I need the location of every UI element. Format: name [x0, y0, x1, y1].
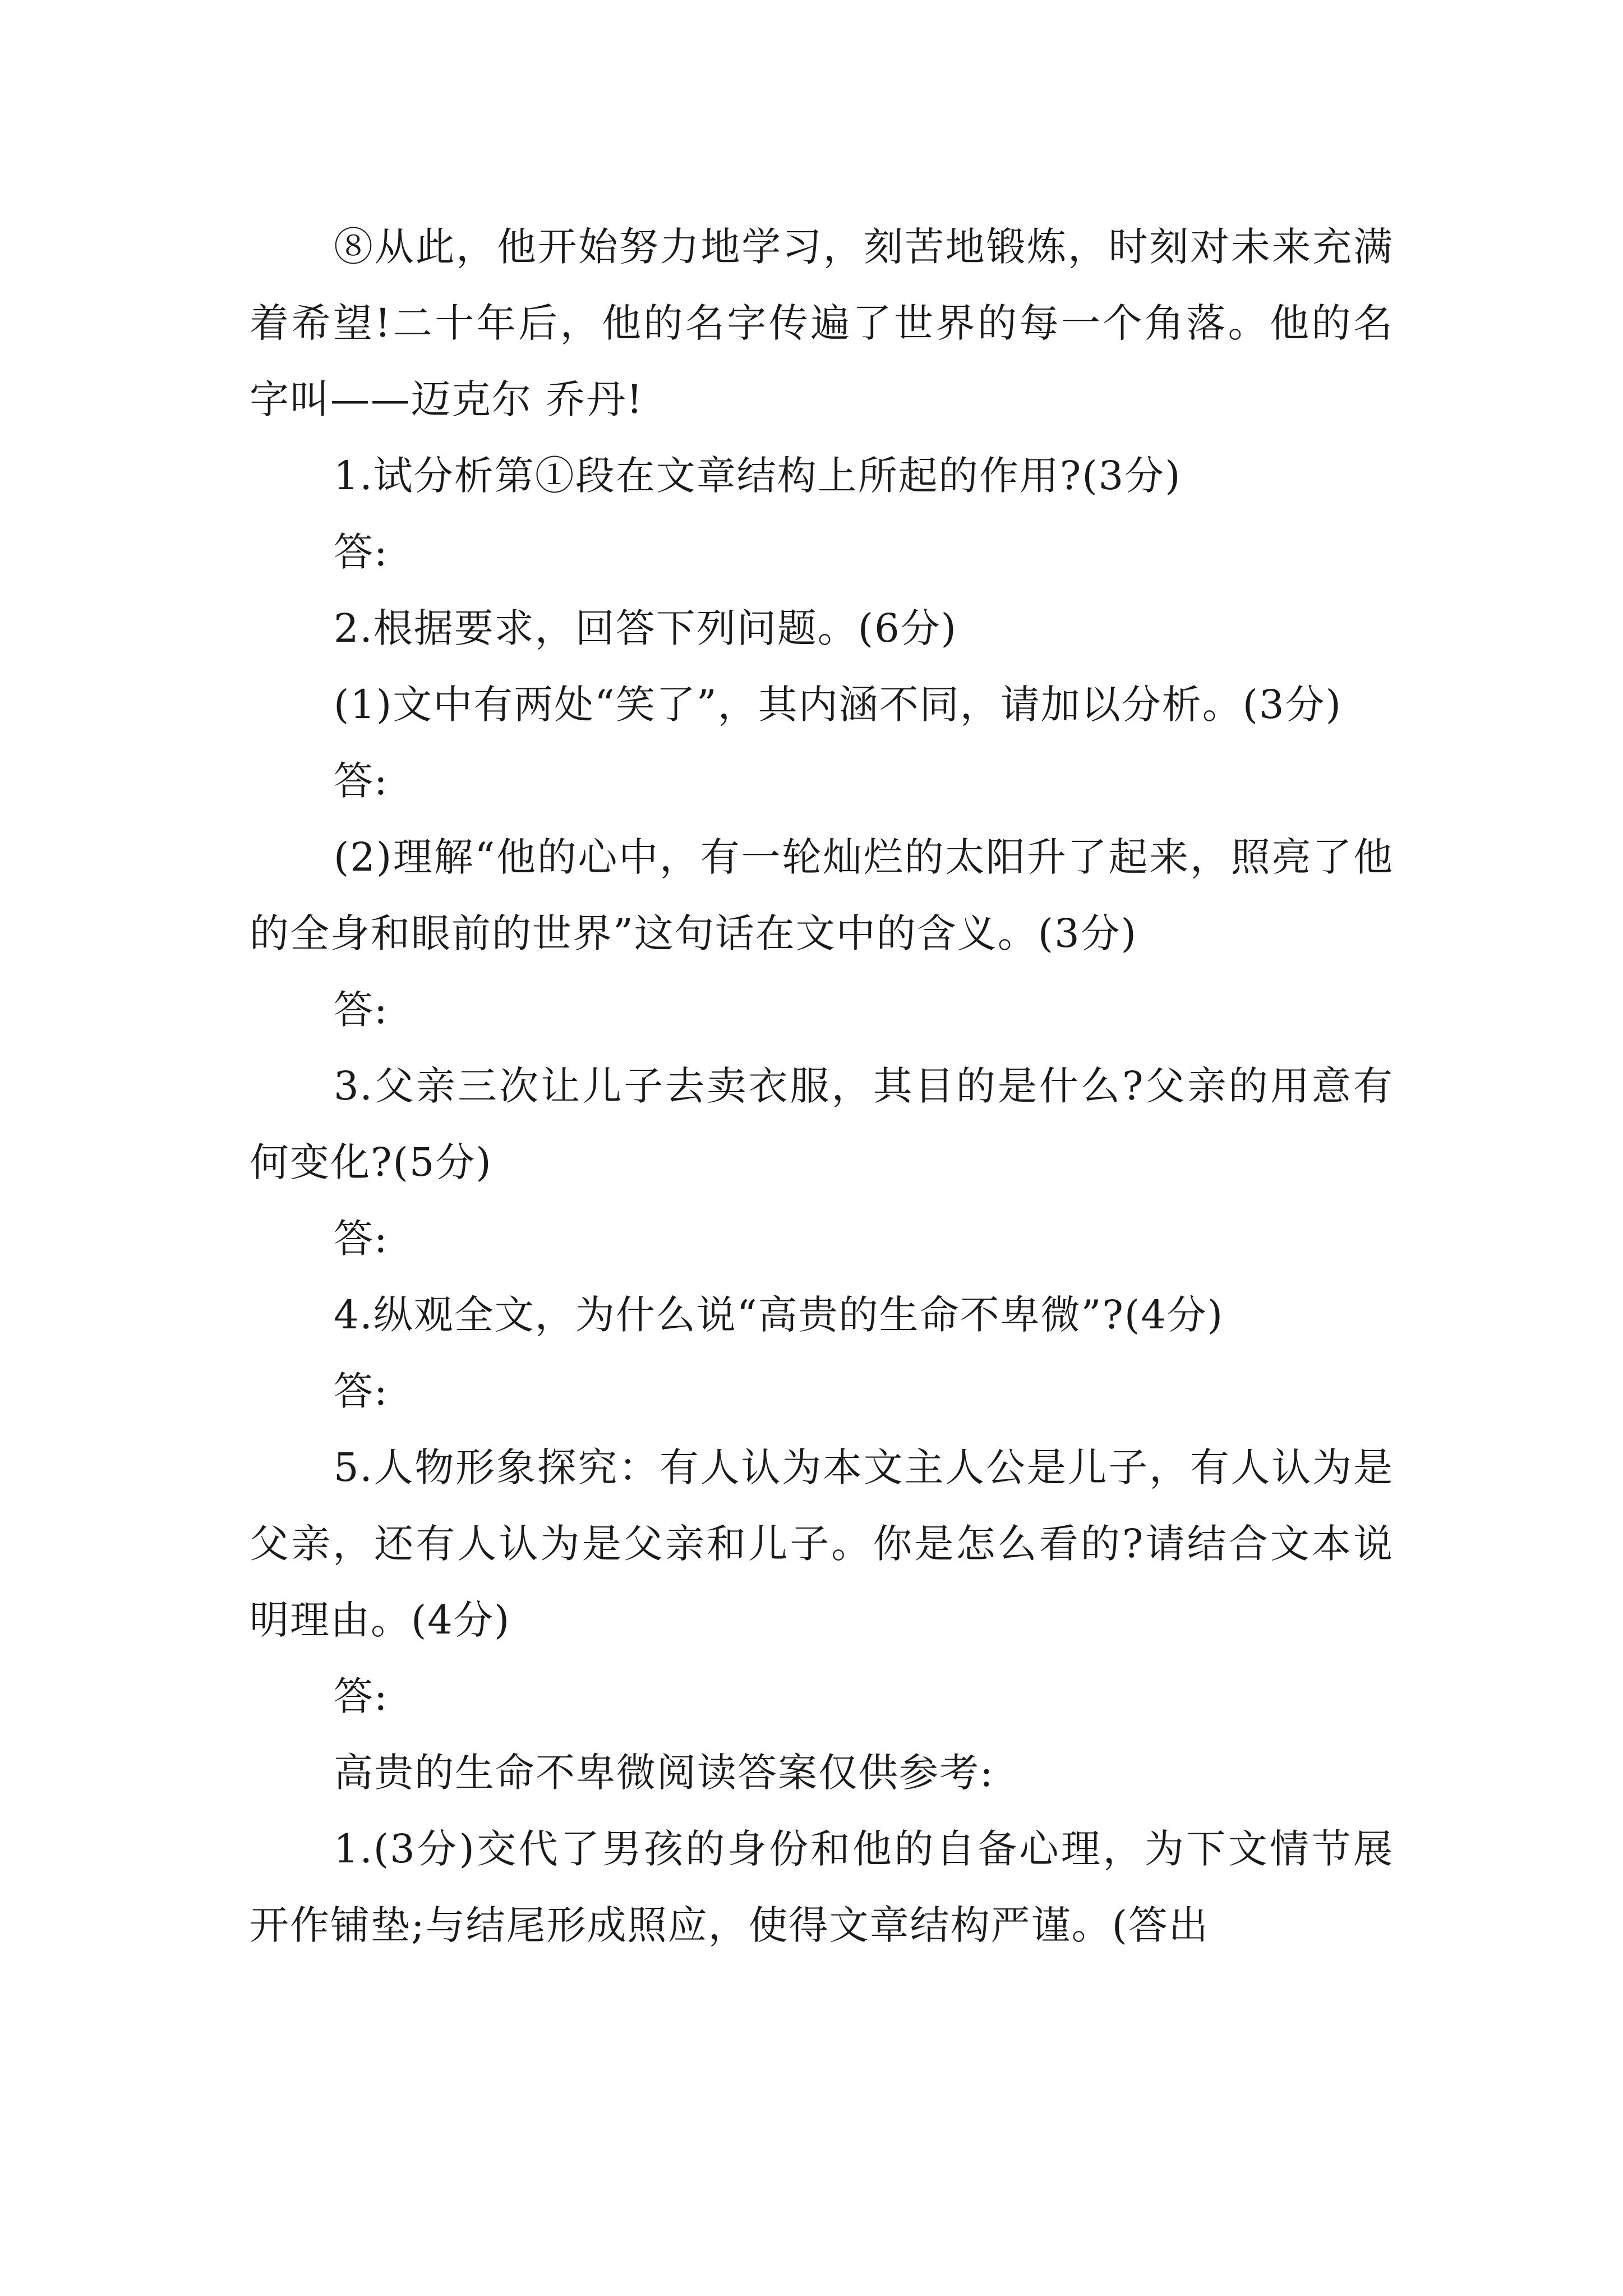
- paragraph-story-ending: ⑧从此，他开始努力地学习，刻苦地锻炼，时刻对未来充满着希望!二十年后，他的名字传遍了世界的每一个角落。他的名字叫——迈克尔 乔丹!: [250, 224, 1394, 422]
- answer-label-2-2: 答:: [334, 987, 389, 1033]
- question-2: 2.根据要求，回答下列问题。(6分): [334, 605, 957, 651]
- answer-label-4: 答:: [334, 1368, 389, 1414]
- question-4: 4.纵观全文，为什么说“高贵的生命不卑微”?(4分): [334, 1292, 1224, 1338]
- question-1: 1.试分析第①段在文章结构上所起的作用?(3分): [334, 453, 1182, 499]
- answer-label-5: 答:: [334, 1673, 389, 1719]
- answer-label-1: 答:: [334, 529, 389, 575]
- document-body: [250, 209, 1394, 1963]
- answer-label-2-1: 答:: [334, 758, 389, 804]
- answer-key-heading: 高贵的生命不卑微阅读答案仅供参考:: [334, 1750, 994, 1796]
- question-5: 5.人物形象探究：有人认为本文主人公是儿子，有人认为是父亲，还有人认为是父亲和儿子。你是怎么看的?请结合文本说明理由。(4分): [250, 1444, 1394, 1643]
- question-2-part-2: (2)理解“他的心中，有一轮灿烂的太阳升了起来，照亮了他的全身和眼前的世界”这句话在文中的含义。(3分): [250, 834, 1394, 956]
- question-3: 3.父亲三次让儿子去卖衣服，其目的是什么?父亲的用意有何变化?(5分): [250, 1063, 1394, 1185]
- answer-label-3: 答:: [334, 1216, 389, 1262]
- answer-key-1: 1.(3分)交代了男孩的身份和他的自备心理，为下文情节展开作铺垫;与结尾形成照应，使得文章结构严谨。(答出: [250, 1826, 1394, 1948]
- question-2-part-1: (1)文中有两处“笑了”，其内涵不同，请加以分析。(3分): [334, 682, 1342, 728]
